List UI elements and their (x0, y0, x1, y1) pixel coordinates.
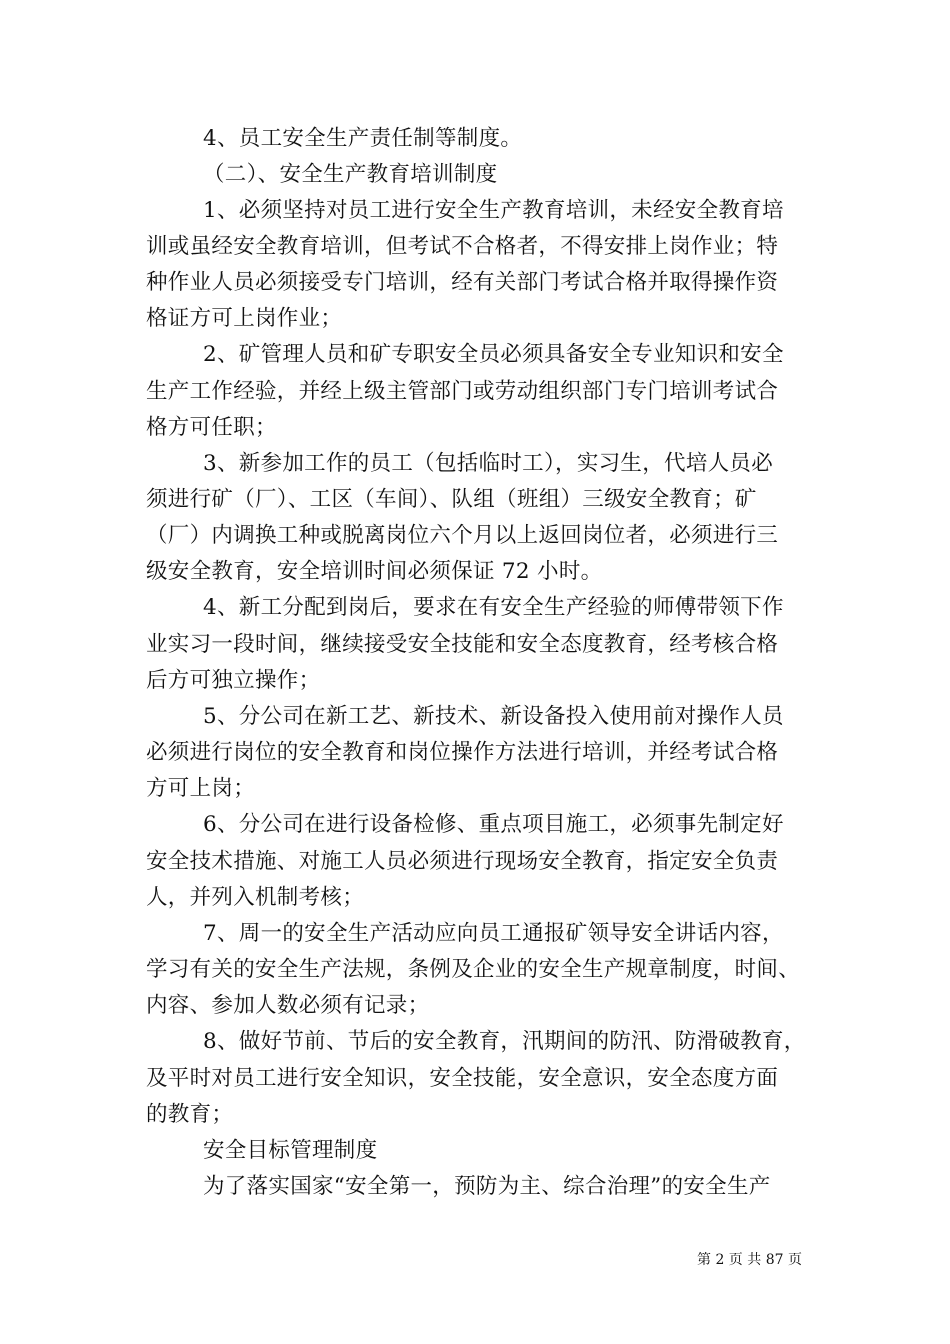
text-line: 4、员工安全生产责任制等制度。 (203, 126, 523, 151)
text-line: 学习有关的安全生产法规，条例及企业的安全生产规章制度，时间、 (146, 957, 801, 982)
text-line: 的教育； (146, 1102, 234, 1127)
text-line: 安全技术措施、对施工人员必须进行现场安全教育，指定安全负责 (146, 849, 779, 874)
text-line: 格方可任职； (146, 415, 277, 440)
text-line: 2、矿管理人员和矿专职安全员必须具备安全专业知识和安全 (203, 342, 784, 367)
text-line: 生产工作经验，并经上级主管部门或劳动组织部门专门培训考试合 (146, 379, 779, 404)
text-line: 8、做好节前、节后的安全教育，汛期间的防汛、防滑破教育， (203, 1029, 806, 1054)
text-line: 1、必须坚持对员工进行安全生产教育培训，未经安全教育培 (203, 198, 784, 223)
text-line: 4、新工分配到岗后，要求在有安全生产经验的师傅带领下作 (203, 595, 784, 620)
text-line: 6、分公司在进行设备检修、重点项目施工，必须事先制定好 (203, 812, 784, 837)
text-line: 格证方可上岗作业； (146, 306, 343, 331)
text-line: 必须进行岗位的安全教育和岗位操作方法进行培训，并经考试合格 (146, 740, 779, 765)
text-line: 人，并列入机制考核； (146, 885, 365, 910)
section-heading: 安全目标管理制度 (203, 1138, 378, 1163)
text-line: 7、周一的安全生产活动应向员工通报矿领导安全讲话内容， (203, 921, 784, 946)
text-line: 方可上岗； (146, 776, 256, 801)
text-line: 内容、参加人数必须有记录； (146, 993, 430, 1018)
text-line: 后方可独立操作； (146, 668, 321, 693)
text-line: 业实习一段时间，继续接受安全技能和安全态度教育，经考核合格 (146, 632, 779, 657)
text-line: 级安全教育，安全培训时间必须保证 72 小时。 (146, 559, 603, 584)
page-number: 第 2 页 共 87 页 (697, 1252, 802, 1268)
text-line: （厂）内调换工种或脱离岗位六个月以上返回岗位者，必须进行三 (146, 523, 779, 548)
text-line: 须进行矿（厂）、工区（车间）、队组（班组）三级安全教育；矿 (146, 487, 757, 512)
text-line: 训或虽经安全教育培训，但考试不合格者，不得安排上岗作业；特 (146, 234, 779, 259)
text-line: 3、新参加工作的员工（包括临时工），实习生，代培人员必 (203, 451, 774, 476)
text-line: 及平时对员工进行安全知识，安全技能，安全意识，安全态度方面 (146, 1066, 779, 1091)
text-line: （二）、安全生产教育培训制度 (203, 162, 498, 187)
text-line: 种作业人员必须接受专门培训，经有关部门考试合格并取得操作资 (146, 270, 779, 295)
text-line: 为了落实国家“安全第一，预防为主、综合治理”的安全生产 (203, 1174, 771, 1199)
text-line: 5、分公司在新工艺、新技术、新设备投入使用前对操作人员 (203, 704, 784, 729)
